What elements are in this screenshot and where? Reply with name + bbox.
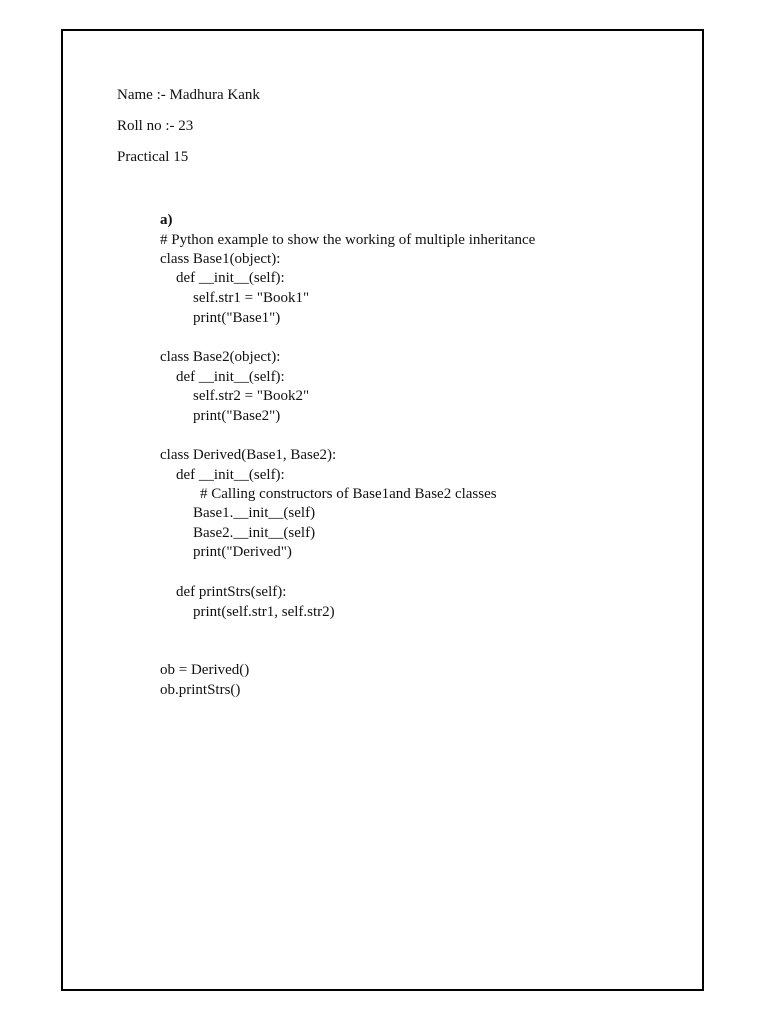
code-comment: # Python example to show the working of multiple inheritance <box>160 232 536 248</box>
code-line-base2-init: def __init__(self): <box>176 369 285 385</box>
code-line-printstrs-body: print(self.str1, self.str2) <box>193 604 335 620</box>
code-line-derived-print: print("Derived") <box>193 544 292 560</box>
code-line-derived-call1: Base1.__init__(self) <box>193 505 316 521</box>
code-line-base2-str: self.str2 = "Book2" <box>193 388 310 404</box>
code-line-ob-call: ob.printStrs() <box>160 682 241 698</box>
code-line-derived-init: def __init__(self): <box>176 467 285 483</box>
code-line-base2-print: print("Base2") <box>193 408 281 424</box>
code-line-derived-call2: Base2.__init__(self) <box>193 525 316 541</box>
document-page <box>61 29 704 991</box>
section-label: a) <box>160 212 173 228</box>
code-line-base1-class: class Base1(object): <box>160 251 281 267</box>
code-line-base2-class: class Base2(object): <box>160 349 281 365</box>
code-line-base1-init: def __init__(self): <box>176 270 285 286</box>
student-name: Name :- Madhura Kank <box>117 87 260 103</box>
code-line-printstrs-def: def printStrs(self): <box>176 584 287 600</box>
code-line-base1-str: self.str1 = "Book1" <box>193 290 310 306</box>
code-line-derived-comment: # Calling constructors of Base1and Base2 classes <box>200 486 497 502</box>
code-line-base1-print: print("Base1") <box>193 310 281 326</box>
practical-title: Practical 15 <box>117 149 189 165</box>
code-line-derived-class: class Derived(Base1, Base2): <box>160 447 337 463</box>
roll-number: Roll no :- 23 <box>117 118 194 134</box>
code-line-ob-assign: ob = Derived() <box>160 662 250 678</box>
